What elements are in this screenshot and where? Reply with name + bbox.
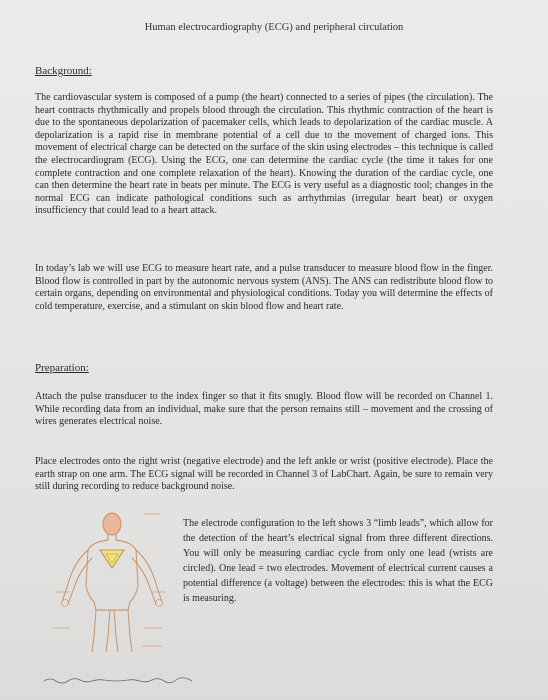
preparation-paragraph-2: Place electrodes onto the right wrist (negative electrode) and the left ankle or wrist (positive electrode). Place the earth strap on one arm. The ECG signal will be recorded in Channel 3 of LabChart. Again, be sure to remain very still during recording to reduce background noise. <box>35 456 493 493</box>
body-outline-icon <box>62 513 162 652</box>
footer-scribble <box>44 675 194 685</box>
background-paragraph-2: In today’s lab we will use ECG to measure heart rate, and a pulse transducer to measure blood flow in the finger. Blood flow is controlled in part by the autonomic nervous system (ANS). The ANS can redistribute blood flow to certain organs, depending on environmental and physiological conditions. Today you will determine the effects of cold temperature, exercise, and a stimulant on skin blood flow and heart rate. <box>35 263 493 312</box>
electrode-triangle-icon <box>100 550 124 568</box>
background-heading: Background: <box>35 65 92 77</box>
page-title: Human electrocardiography (ECG) and peripheral circulation <box>144 22 404 33</box>
background-paragraph-1: The cardiovascular system is composed of a pump (the heart) connected to a series of pipes (the circulation). The heart contracts rhythmically and propels blood through the circulation. This rhythmic contraction of the heart is due to the spontaneous depolarization of pacemaker cells, which leads to depolarization of the cardiac muscle. A depolarization is a rapid rise in membrane potential of a cell due to the movement of charged ions. This movement of electrical charge can be detected on the surface of the skin using electrodes – this technique is called the electrocardiogram (ECG). Using the ECG, one can determine the cardiac cycle (the time it takes for one complete contraction and one complete relaxation of the heart). Knowing the duration of the cardiac cycle, one can then determine the heart rate in beats per minute. The ECG is very useful as a diagnostic tool; changes in the normal ECG can indicate pathological conditions such as arrhythmias (irregular heart beat) or oxygen insufficiency that could lead to a heart attack. <box>35 92 493 217</box>
limb-leads-figure <box>48 506 176 656</box>
preparation-paragraph-1: Attach the pulse transducer to the index finger so that it fits snugly. Blood flow will be recorded on Channel 1. While recording data from an individual, make sure that the person remains still – movement and the crossing of wires generates electrical noise. <box>35 391 493 428</box>
preparation-paragraph-3: The electrode configuration to the left shows 3 “limb leads”, which allow for the detection of the heart’s electrical signal from three different directions. You will only be measuring cardiac cycle from only one lead (wrists are circled). One lead = two electrodes. Movement of electrical current causes a potential difference (a voltage) between the electrodes: this is what the ECG is measuring. <box>183 518 493 604</box>
preparation-heading: Preparation: <box>35 362 89 374</box>
